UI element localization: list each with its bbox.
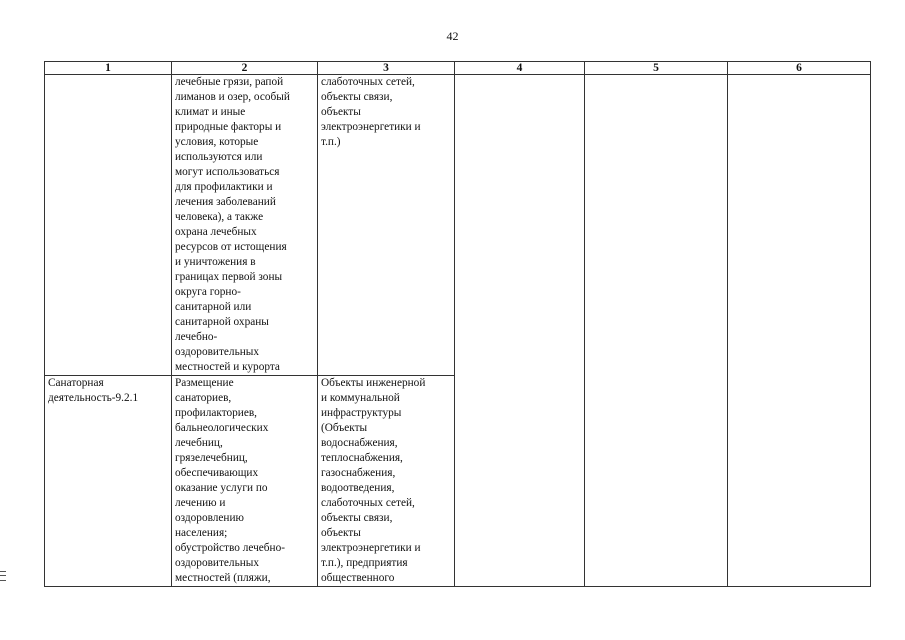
table-cell <box>318 376 455 587</box>
cell-text: Размещение санаториев, профилакториев, бальнеологических лечебниц, грязелечебниц, обеспечивающих оказание услуги по лечению и оздоровлению населения; обустройство лечебно- оздоровительных местностей (пляжи, <box>175 377 285 584</box>
cell-text: слаботочных сетей, объекты связи, объекты электроэнергетики и т.п.) <box>321 76 421 148</box>
table-cell <box>45 376 172 587</box>
cell-text: лечебные грязи, рапой лиманов и озер, особый климат и иные природные факторы и условия, которые используются или могут использоваться для профилактики и лечения заболеваний человека), а также охрана лечебных ресурсов от истощения и уничтожения в границах первой зоны округа горно- санитарной или санитарной охраны лечебно- оздоровительных местностей и курорта <box>175 76 290 373</box>
table-cell <box>728 75 871 587</box>
page-number: 42 <box>446 29 459 43</box>
column-header-4: 4 <box>455 62 585 75</box>
cell-text: Объекты инженерной и коммунальной инфраструктуры (Объекты водоснабжения, теплоснабжения, газоснабжения, водоотведения, слаботочных сетей, объекты связи, объекты электроэнергетики и т.п.), предприятия общественного <box>321 377 426 584</box>
margin-mark <box>0 571 6 581</box>
column-header-3: 3 <box>318 62 455 75</box>
column-header-2: 2 <box>172 62 318 75</box>
table-cell <box>455 75 585 587</box>
column-header-5: 5 <box>585 62 728 75</box>
header-row <box>45 62 871 75</box>
table-cell <box>585 75 728 587</box>
table-cell <box>172 376 318 587</box>
regulation-table <box>44 61 871 587</box>
table-row <box>45 75 871 376</box>
column-header-1: 1 <box>45 62 172 75</box>
table-cell <box>172 75 318 376</box>
column-header-6: 6 <box>728 62 871 75</box>
cell-text: Санаторная деятельность-9.2.1 <box>48 377 139 404</box>
table-cell <box>318 75 455 376</box>
table-cell <box>45 75 172 376</box>
